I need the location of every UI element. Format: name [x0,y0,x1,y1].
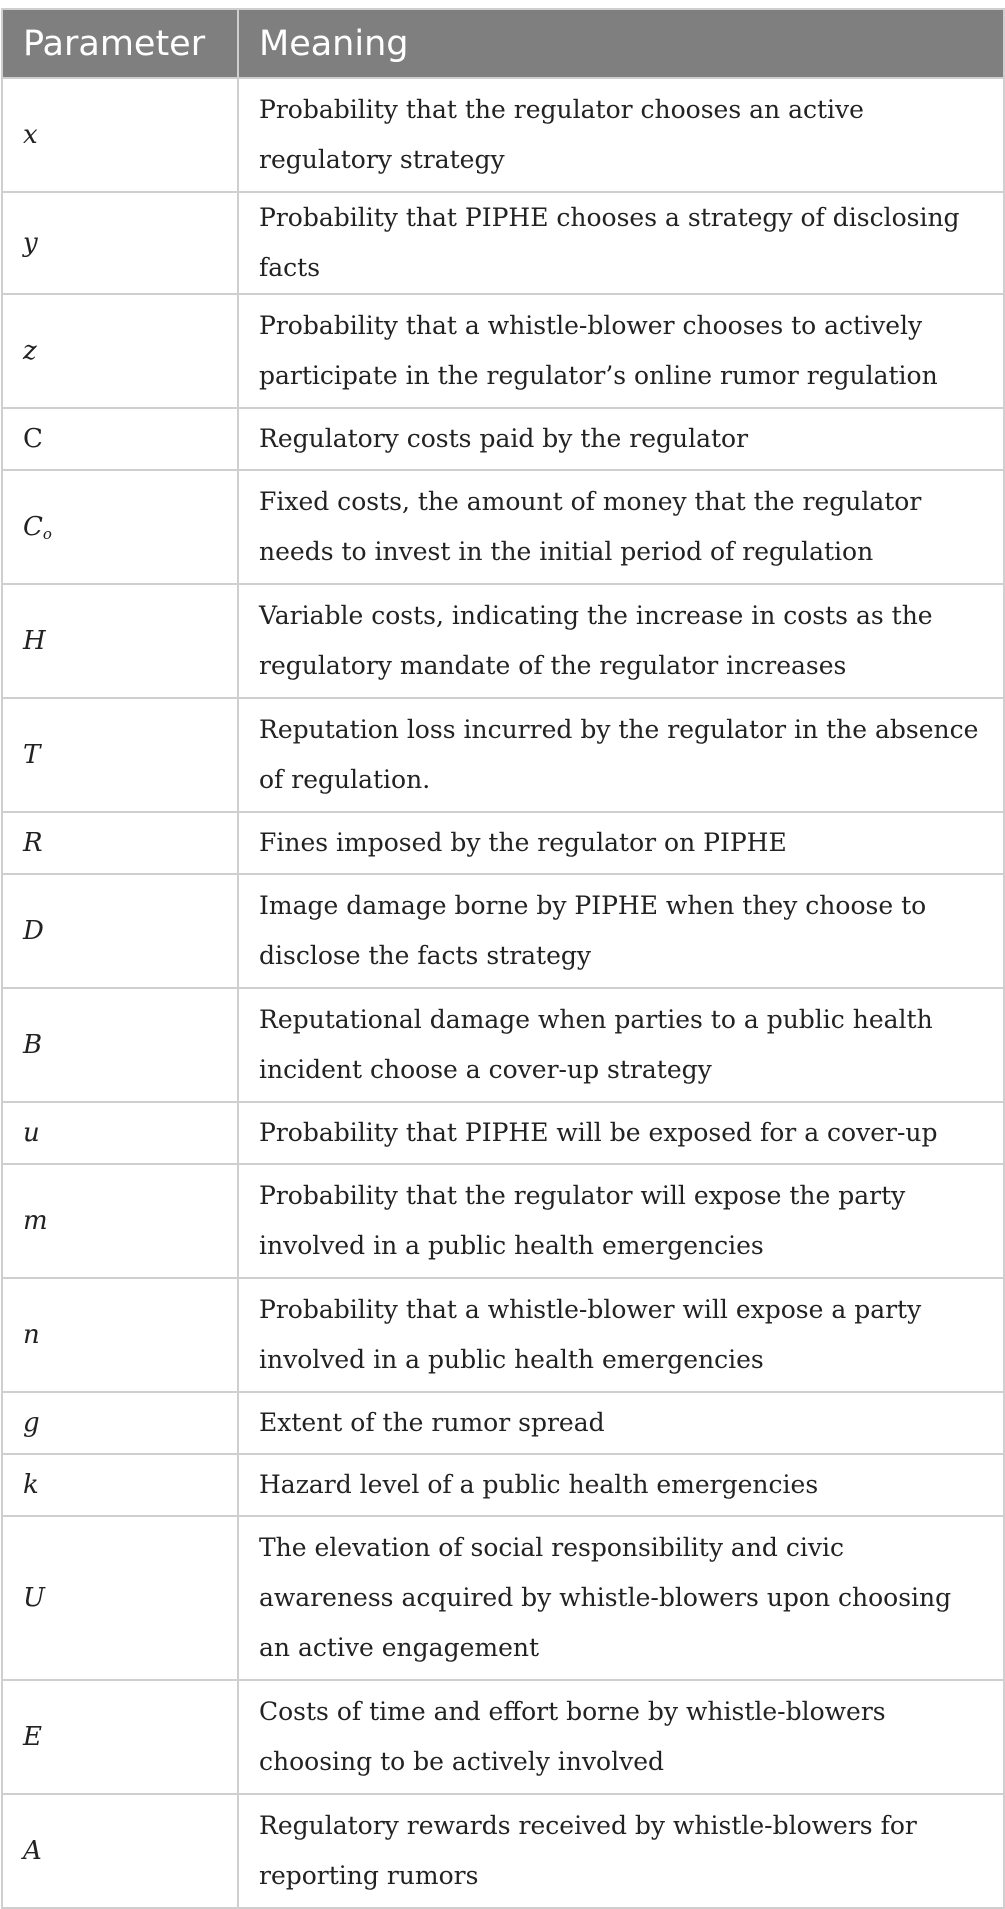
parameter-symbol: R [2,812,238,874]
parameter-symbol: C [23,512,43,542]
table-row [2,698,1004,812]
parameter-meaning: Image damage borne by PIPHE when they choose to disclose the facts strategy [238,874,1004,988]
parameter-symbol: n [2,1278,238,1392]
table-row [2,988,1004,1102]
parameter-symbol: x [2,78,238,192]
parameter-subscript: o [42,525,52,543]
parameter-symbol: u [2,1102,238,1164]
table-row [2,1278,1004,1392]
parameter-meaning: Reputation loss incurred by the regulator in the absence of regulation. [238,698,1004,812]
parameter-symbol: E [2,1680,238,1794]
parameter-symbol: T [2,698,238,812]
parameter-symbol: D [2,874,238,988]
parameter-symbol: H [2,584,238,698]
header-parameter: Parameter [2,9,238,78]
table-row [2,874,1004,988]
table-row [2,78,1004,192]
table-row [2,408,1004,470]
parameter-symbol-cell [2,470,238,584]
parameter-table-container [1,8,1003,1909]
parameter-symbol: y [2,192,238,294]
table-row [2,1164,1004,1278]
parameter-meaning: Regulatory costs paid by the regulator [238,408,1004,470]
parameter-table [1,8,1005,1909]
parameter-meaning: Probability that a whistle-blower will expose a party involved in a public health emergencies [238,1278,1004,1392]
parameter-meaning: Reputational damage when parties to a public health incident choose a cover-up strategy [238,988,1004,1102]
parameter-symbol: C [2,408,238,470]
parameter-meaning: Probability that PIPHE will be exposed for a cover-up [238,1102,1004,1164]
header-row [2,9,1004,78]
parameter-meaning: Regulatory rewards received by whistle-blowers for reporting rumors [238,1794,1004,1908]
parameter-symbol: U [2,1516,238,1680]
table-row [2,1516,1004,1680]
parameter-symbol: z [2,294,238,408]
parameter-meaning: Probability that PIPHE chooses a strategy of disclosing facts [238,192,1004,294]
parameter-meaning: Hazard level of a public health emergencies [238,1454,1004,1516]
parameter-meaning: Fixed costs, the amount of money that the regulator needs to invest in the initial period of regulation [238,470,1004,584]
parameter-symbol: A [2,1794,238,1908]
table-row [2,584,1004,698]
table-row [2,812,1004,874]
parameter-meaning: Variable costs, indicating the increase in costs as the regulatory mandate of the regulator increases [238,584,1004,698]
parameter-symbol: B [2,988,238,1102]
table-row [2,1794,1004,1908]
table-body [2,78,1004,1908]
parameter-meaning: Probability that a whistle-blower chooses to actively participate in the regulator’s online rumor regulation [238,294,1004,408]
table-row [2,294,1004,408]
parameter-symbol: k [2,1454,238,1516]
parameter-meaning: Extent of the rumor spread [238,1392,1004,1454]
table-row [2,470,1004,584]
table-row [2,1454,1004,1516]
table-row [2,1102,1004,1164]
parameter-meaning: Probability that the regulator will expose the party involved in a public health emergencies [238,1164,1004,1278]
parameter-meaning: Fines imposed by the regulator on PIPHE [238,812,1004,874]
header-meaning: Meaning [238,9,1004,78]
parameter-symbol: m [2,1164,238,1278]
parameter-symbol: g [2,1392,238,1454]
table-row [2,1680,1004,1794]
parameter-meaning: Probability that the regulator chooses an active regulatory strategy [238,78,1004,192]
table-row [2,1392,1004,1454]
table-header [2,9,1004,78]
table-row [2,192,1004,294]
parameter-meaning: The elevation of social responsibility and civic awareness acquired by whistle-blowers upon choosing an active engagement [238,1516,1004,1680]
parameter-meaning: Costs of time and effort borne by whistle-blowers choosing to be actively involved [238,1680,1004,1794]
